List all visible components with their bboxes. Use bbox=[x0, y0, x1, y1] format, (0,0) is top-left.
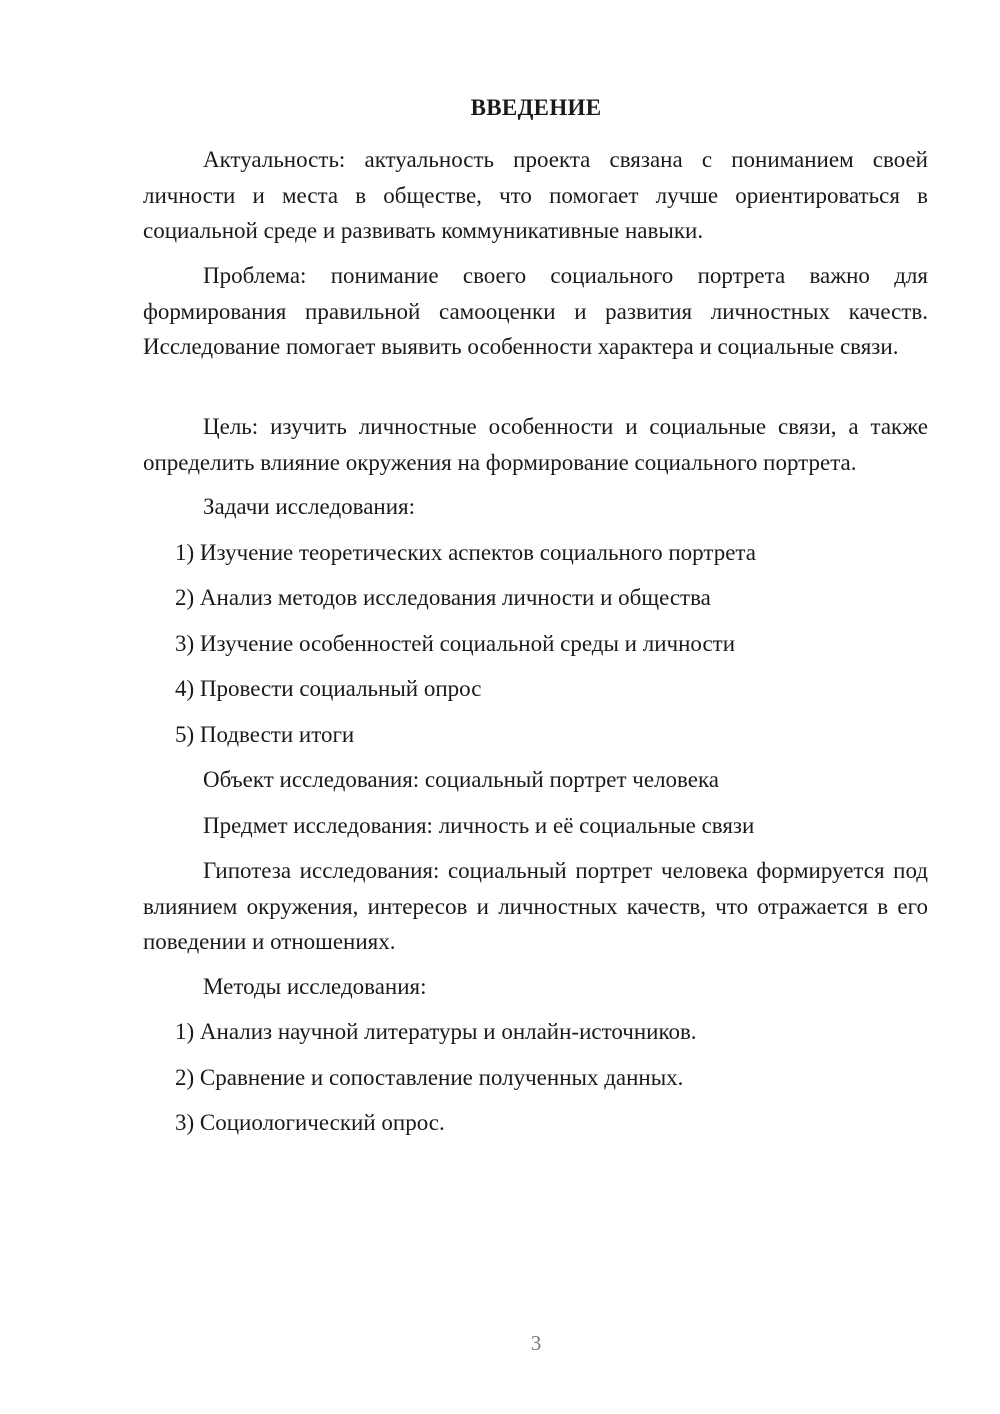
task-item: 4) Провести социальный опрос bbox=[175, 676, 482, 701]
research-object: Объект исследования: социальный портрет человека bbox=[203, 767, 720, 792]
methods-heading: Методы исследования: bbox=[203, 974, 427, 999]
page-number: 3 bbox=[530, 1331, 542, 1355]
research-subject: Предмет исследования: личность и её социальные связи bbox=[203, 813, 755, 838]
relevance-paragraph: Актуальность: актуальность проекта связана с пониманием своей личности и места в обществе, что помогает лучше ориентироваться в социальной среде и развивать коммуникативные навыки. bbox=[143, 147, 928, 243]
tasks-heading: Задачи исследования: bbox=[203, 494, 416, 519]
method-item: 3) Социологический опрос. bbox=[175, 1110, 445, 1135]
task-item: 1) Изучение теоретических аспектов социального портрета bbox=[175, 540, 756, 565]
task-item: 3) Изучение особенностей социальной среды и личности bbox=[175, 631, 736, 656]
problem-paragraph: Проблема: понимание своего социального портрета важно для формирования правильной самооценки и развития личностных качеств. Исследование помогает выявить особенности характера и социальные связи. bbox=[143, 263, 928, 359]
task-item: 2) Анализ методов исследования личности и общества bbox=[175, 585, 711, 610]
section-title: ВВЕДЕНИЕ bbox=[470, 95, 602, 120]
goal-paragraph: Цель: изучить личностные особенности и социальные связи, а также определить влияние окружения на формирование социального портрета. bbox=[143, 414, 928, 475]
hypothesis-paragraph: Гипотеза исследования: социальный портрет человека формируется под влиянием окружения, интересов и личностных качеств, что отражается в его поведении и отношениях. bbox=[143, 858, 928, 954]
method-item: 1) Анализ научной литературы и онлайн-источников. bbox=[175, 1019, 697, 1044]
task-item: 5) Подвести итоги bbox=[175, 722, 355, 747]
method-item: 2) Сравнение и сопоставление полученных данных. bbox=[175, 1065, 684, 1090]
